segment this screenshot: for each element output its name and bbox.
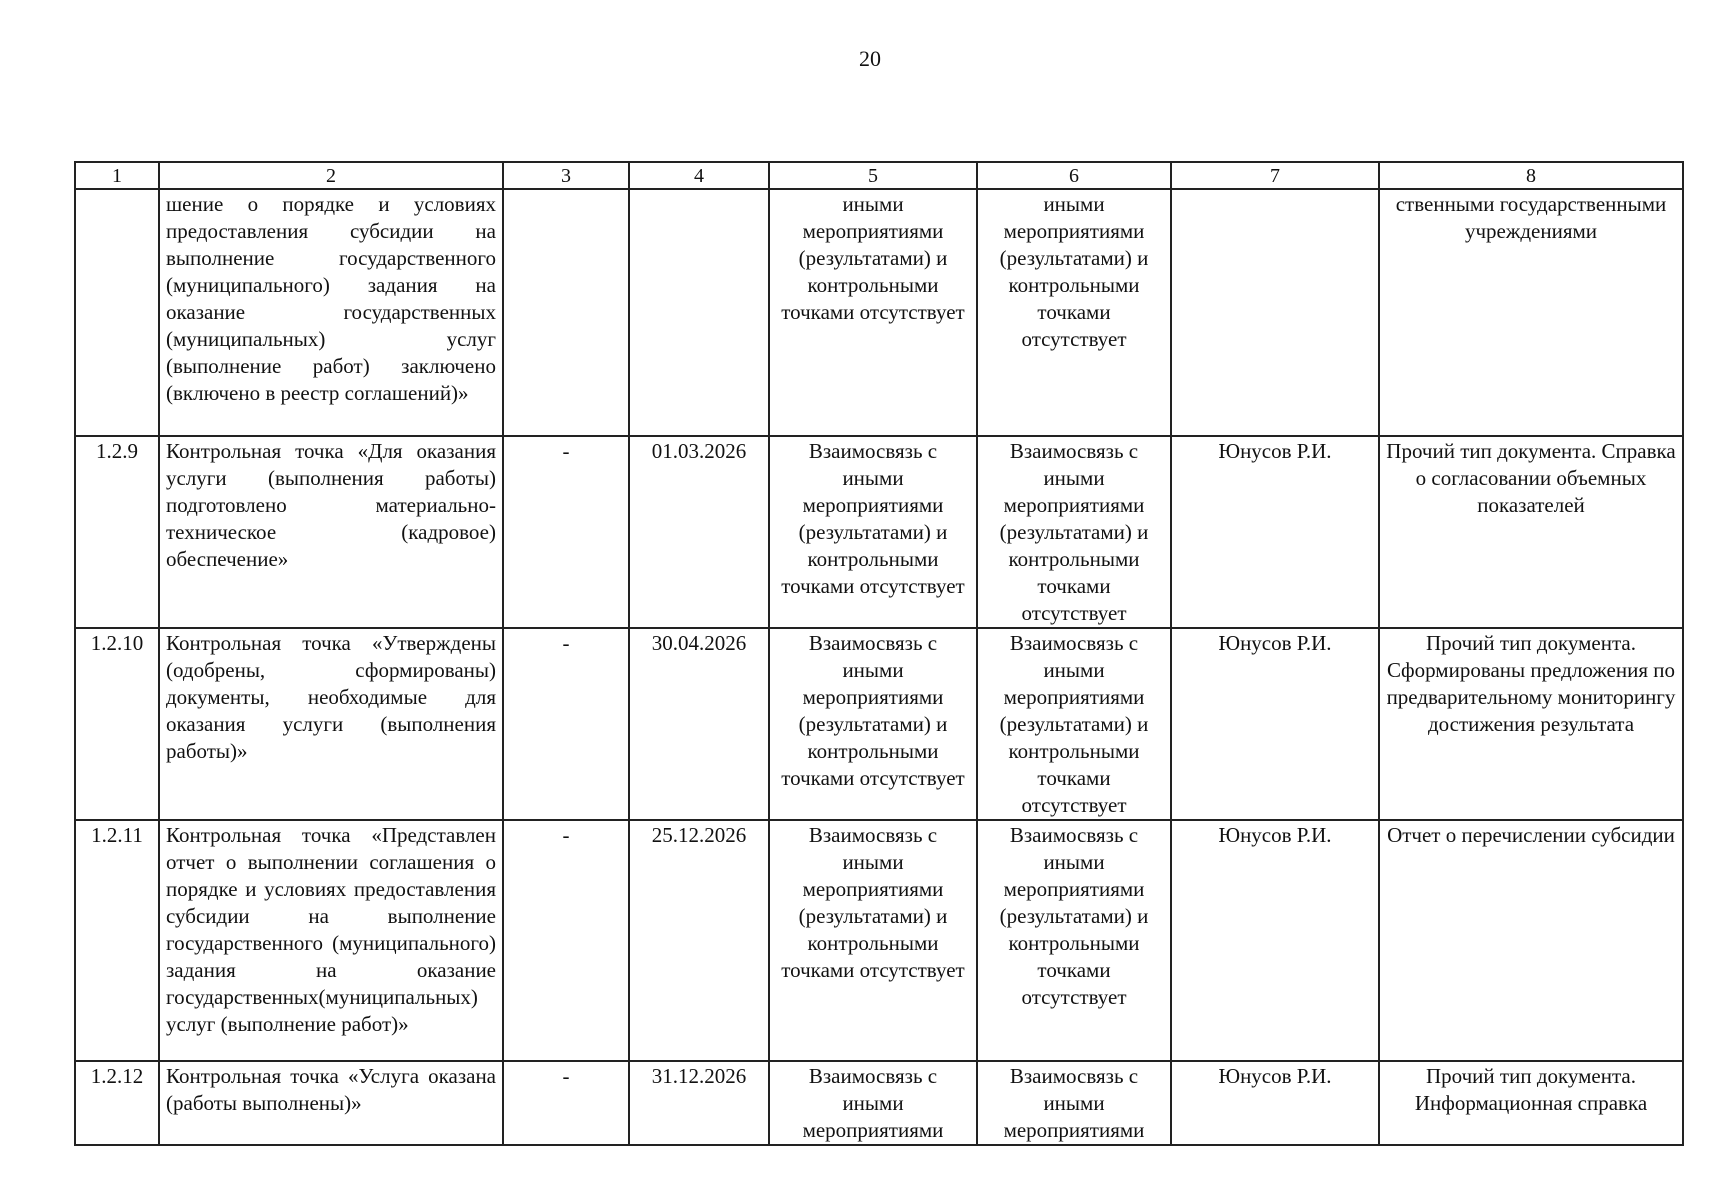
row-date: 31.12.2026: [629, 1061, 769, 1145]
row-responsible: Юнусов Р.И.: [1171, 628, 1379, 820]
header-cell: 2: [159, 162, 503, 189]
row-col3: -: [503, 436, 629, 628]
row-document: Отчет о перечислении субсидии: [1379, 820, 1683, 1061]
row-relation-5: Взаимосвязь с иными мероприятиями: [769, 1061, 977, 1145]
table-row: [75, 628, 1683, 820]
row-relation-6: Взаимосвязь с иными мероприятиями (результатами) и контрольными точками отсутствует: [977, 436, 1171, 628]
row-relation-5: Взаимосвязь с иными мероприятиями (результатами) и контрольными точками отсутствует: [769, 436, 977, 628]
row-relation-5: Взаимосвязь с иными мероприятиями (результатами) и контрольными точками отсутствует: [769, 628, 977, 820]
row-relation-6: Взаимосвязь с иными мероприятиями (результатами) и контрольными точками отсутствует: [977, 820, 1171, 1061]
row-relation-6: Взаимосвязь с иными мероприятиями: [977, 1061, 1171, 1145]
row-relation-5: иными мероприятиями (результатами) и контрольными точками отсутствует: [769, 189, 977, 436]
row-number: 1.2.10: [75, 628, 159, 820]
row-responsible: Юнусов Р.И.: [1171, 820, 1379, 1061]
row-responsible: [1171, 189, 1379, 436]
row-name: Контрольная точка «Для оказания услуги (выполнения работы) подготовлено материально-техническое (кадровое) обеспечение»: [159, 436, 503, 628]
row-document: ственными государственными учреждениями: [1379, 189, 1683, 436]
row-number: 1.2.12: [75, 1061, 159, 1145]
row-col3: -: [503, 1061, 629, 1145]
row-date: 01.03.2026: [629, 436, 769, 628]
row-date: [629, 189, 769, 436]
header-cell: 7: [1171, 162, 1379, 189]
table-row: [75, 436, 1683, 628]
table-row: [75, 820, 1683, 1061]
row-name: Контрольная точка «Услуга оказана (работы выполнены)»: [159, 1061, 503, 1145]
header-cell: 1: [75, 162, 159, 189]
header-cell: 5: [769, 162, 977, 189]
table-row: [75, 189, 1683, 436]
row-date: 25.12.2026: [629, 820, 769, 1061]
row-name: Контрольная точка «Представлен отчет о выполнении соглашения о порядке и условиях предоставления субсидии на выполнение государственного (муниципального) задания на оказание государственных(муниципальных) услуг (выполнение работ)»: [159, 820, 503, 1061]
row-document: Прочий тип документа. Информационная справка: [1379, 1061, 1683, 1145]
header-cell: 3: [503, 162, 629, 189]
row-document: Прочий тип документа. Справка о согласовании объемных показателей: [1379, 436, 1683, 628]
row-name: Контрольная точка «Утверждены (одобрены, сформированы) документы, необходимые для оказания услуги (выполнения работы)»: [159, 628, 503, 820]
row-document: Прочий тип документа. Сформированы предложения по предварительному мониторингу достижения результата: [1379, 628, 1683, 820]
row-name: шение о порядке и условиях предоставления субсидии на выполнение государственного (муниципального) задания на оказание государственных (муниципальных) услуг (выполнение работ) заключено (включено в реестр соглашений)»: [159, 189, 503, 436]
plan-table: [74, 161, 1684, 1146]
row-col3: -: [503, 820, 629, 1061]
header-row: [75, 162, 1683, 189]
row-date: 30.04.2026: [629, 628, 769, 820]
row-relation-6: Взаимосвязь с иными мероприятиями (результатами) и контрольными точками отсутствует: [977, 628, 1171, 820]
header-cell: 4: [629, 162, 769, 189]
row-number: 1.2.9: [75, 436, 159, 628]
row-col3: [503, 189, 629, 436]
table-row: [75, 1061, 1683, 1145]
row-number: [75, 189, 159, 436]
row-responsible: Юнусов Р.И.: [1171, 436, 1379, 628]
row-responsible: Юнусов Р.И.: [1171, 1061, 1379, 1145]
row-number: 1.2.11: [75, 820, 159, 1061]
row-relation-6: иными мероприятиями (результатами) и контрольными точками отсутствует: [977, 189, 1171, 436]
header-cell: 8: [1379, 162, 1683, 189]
header-cell: 6: [977, 162, 1171, 189]
page-number: 20: [859, 46, 881, 71]
row-col3: -: [503, 628, 629, 820]
row-relation-5: Взаимосвязь с иными мероприятиями (результатами) и контрольными точками отсутствует: [769, 820, 977, 1061]
